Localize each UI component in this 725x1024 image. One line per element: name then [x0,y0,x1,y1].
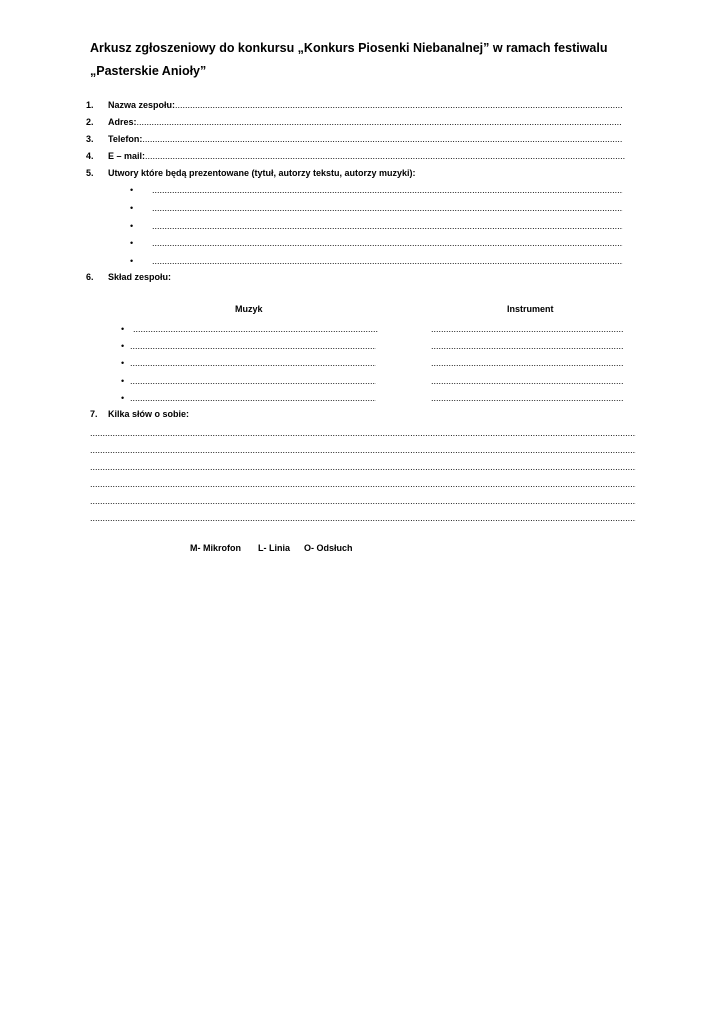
column-header-instrument: Instrument [507,304,554,314]
song-line-3[interactable] [152,220,623,232]
song-line-2[interactable] [152,202,623,214]
about-line-5[interactable] [90,495,636,507]
songs-heading: 5. Utwory które będą prezentowane (tytuł, autorzy tekstu, autorzy muzyki): [86,168,416,178]
field-label: Nazwa zespołu: [108,100,176,110]
form-title-line-1: Arkusz zgłoszeniowy do konkursu „Konkurs Piosenki Niebanalnej” w ramach festiwalu [90,41,608,55]
about-line-4[interactable] [90,478,636,490]
fill-line[interactable] [137,116,622,128]
field-phone: 3. Telefon: ..... [86,133,622,145]
column-header-musician: Muzyk [235,304,263,314]
about-heading: 7. Kilka słów o sobie: [90,409,190,419]
list-bullet: • [121,358,125,368]
instrument-line-1[interactable] [431,323,623,335]
band-heading: 6. Skład zespołu: [86,272,172,282]
musician-line-3[interactable] [130,357,376,369]
legend-line: L- Linia [258,543,290,553]
song-line-4[interactable] [152,237,623,249]
field-label: E – mail: [108,151,146,161]
list-bullet: • [130,185,134,195]
musician-line-2[interactable] [130,340,376,352]
song-line-5[interactable] [152,255,623,267]
song-line-1[interactable] [152,184,623,196]
field-email: 4. E – mail: ..... [86,150,625,162]
field-label: Telefon: [108,134,143,144]
about-line-6[interactable] [90,512,636,524]
list-bullet: • [121,376,125,386]
list-bullet: • [130,238,134,248]
field-label: Adres: [108,117,137,127]
musician-line-1[interactable] [133,323,378,335]
list-bullet: • [130,203,134,213]
musician-line-4[interactable] [130,375,376,387]
list-bullet: • [121,341,125,351]
instrument-line-4[interactable] [431,375,623,387]
about-line-3[interactable] [90,461,636,473]
instrument-line-2[interactable] [431,340,623,352]
field-band-name: 1. Nazwa zespołu: ..... [86,99,622,111]
list-bullet: • [121,324,125,334]
legend-microphone: M- Mikrofon [190,543,241,553]
instrument-line-5[interactable] [431,392,623,404]
instrument-line-3[interactable] [431,357,623,369]
fill-line[interactable] [175,99,622,111]
about-line-2[interactable] [90,444,636,456]
legend-monitor: O- Odsłuch [304,543,353,553]
list-bullet: • [130,221,134,231]
form-title-line-2: „Pasterskie Anioły” [90,64,207,78]
musician-line-5[interactable] [130,392,376,404]
field-address: 2. Adres: ..... [86,116,622,128]
fill-line[interactable] [142,133,622,145]
about-line-1[interactable] [90,427,636,439]
list-bullet: • [121,393,125,403]
fill-line[interactable] [145,150,625,162]
list-bullet: • [130,256,134,266]
